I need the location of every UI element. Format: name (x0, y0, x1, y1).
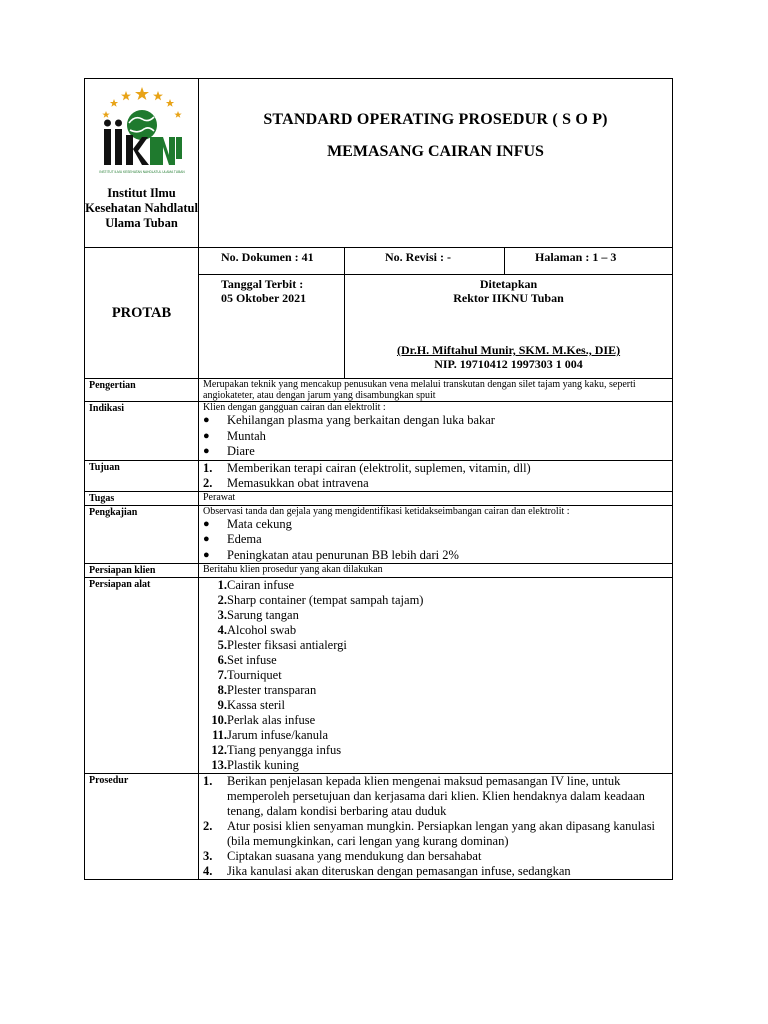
pengkajian-list (203, 517, 668, 564)
content-persiapan-klien: Beritahu klien prosedur yang akan dilakukan (199, 564, 673, 578)
iiknu-logo-icon (96, 85, 188, 177)
sop-document (84, 78, 672, 880)
row-persiapan-alat (85, 578, 673, 774)
list-item: 1. Memberikan terapi cairan (elektrolit, suplemen, vitamin, dll) (203, 460, 531, 475)
list-item: 6. Set infuse (217, 653, 277, 667)
row-pengertian (85, 379, 673, 402)
label-tujuan: Tujuan (85, 460, 199, 491)
label-prosedur: Prosedur (85, 774, 199, 880)
list-item: 8. Plester transparan (217, 683, 317, 697)
signatory-name: (Dr.H. Miftahul Munir, SKM. M.Kes., DIE) (396, 343, 621, 357)
content-tugas: Perawat (199, 491, 673, 505)
doc-number: No. Dokumen : 41 (199, 248, 345, 275)
header-row (85, 79, 673, 248)
sop-table (84, 78, 673, 880)
document-subtitle: MEMASANG CAIRAN INFUS (327, 143, 544, 160)
label-persiapan-klien: Persiapan klien (85, 564, 199, 578)
list-item: 12. Tiang penyangga infus (211, 743, 342, 757)
institution-name: Institut Ilmu Kesehatan Nahdlatul Ulama Tuban (85, 186, 198, 230)
approval-cell (345, 275, 673, 379)
protab-label: PROTAB (85, 248, 199, 379)
established-label: Ditetapkan (479, 277, 538, 291)
tujuan-list (203, 461, 668, 491)
list-item: 7. Tourniquet (217, 668, 282, 682)
list-item: ● Muntah (203, 428, 266, 443)
list-item: ● Peningkatan atau penurunan BB lebih dari 2% (203, 547, 459, 562)
page-number: Halaman : 1 – 3 (505, 248, 673, 275)
issue-date-label: Tanggal Terbit : (221, 277, 304, 291)
title-cell (199, 79, 673, 248)
meta-row-1 (85, 248, 673, 275)
row-tujuan (85, 460, 673, 491)
issue-date-cell (199, 275, 345, 379)
list-item: 3. Ciptakan suasana yang mendukung dan bersahabat (203, 849, 482, 863)
list-item: 10. Perlak alas infuse (211, 713, 316, 727)
row-tugas (85, 491, 673, 505)
row-persiapan-klien (85, 564, 673, 578)
list-item: 3. Sarung tangan (217, 608, 299, 622)
alat-list (203, 578, 668, 773)
label-tugas: Tugas (85, 491, 199, 505)
label-persiapan-alat: Persiapan alat (85, 578, 199, 774)
list-item: 1. Berikan penjelasan kepada klien mengenai maksud pemasangan IV line, untuk memperoleh persetujuan dan kerjasama dari klien. Klien hendaknya dalam keadaan tenang, dalam kondisi berbaring atau duduk (203, 774, 645, 818)
prosedur-list (203, 774, 668, 879)
issue-date-value: 05 Oktober 2021 (221, 291, 307, 305)
list-item: 2. Atur posisi klien senyaman mungkin. Persiapkan lengan yang akan dipasang kanulasi (bila memungkinkan, cari lengan yang kurang dominan) (203, 819, 656, 848)
pengkajian-intro: Observasi tanda dan gejala yang mengidentifikasi ketidakseimbangan cairan dan elektrolit : (203, 505, 570, 517)
label-pengertian: Pengertian (85, 379, 199, 402)
iiknu-logo (85, 85, 198, 182)
list-item: 5. Plester fiksasi antialergi (217, 638, 347, 652)
list-item: 4. Jika kanulasi akan diteruskan dengan pemasangan infuse, sedangkan (203, 864, 571, 878)
list-item: 2. Memasukkan obat intravena (203, 475, 369, 490)
content-pengertian: Merupakan teknik yang mencakup penusukan vena melalui transkutan dengan silet tajam yang kaku, seperti angiokateter, atau dengan jarum yang disambungkan spuit (199, 379, 673, 402)
row-prosedur (85, 774, 673, 880)
list-item: 1. Cairan infuse (217, 578, 294, 592)
list-item: 9. Kassa steril (217, 698, 285, 712)
list-item: 11. Jarum infuse/kanula (212, 728, 329, 742)
list-item: ● Kehilangan plasma yang berkaitan dengan luka bakar (203, 413, 495, 427)
content-indikasi (199, 402, 673, 461)
revision-number: No. Revisi : - (345, 248, 505, 275)
list-item: ● Diare (203, 444, 255, 458)
list-item: 2. Sharp container (tempat sampah tajam) (217, 593, 424, 607)
content-pengkajian (199, 505, 673, 564)
content-persiapan-alat (199, 578, 673, 774)
svg-text:INSTITUT ILMU KESEHATAN NAHDLA: INSTITUT ILMU KESEHATAN NAHDLATUL ULAMA TUBAN (98, 170, 185, 174)
list-item: ● Mata cekung (203, 516, 292, 531)
document-title: STANDARD OPERATING PROSEDUR ( S O P) (263, 111, 608, 128)
list-item: ● Edema (203, 532, 262, 546)
indikasi-list (203, 413, 668, 460)
label-pengkajian: Pengkajian (85, 505, 199, 564)
label-indikasi: Indikasi (85, 402, 199, 461)
logo-cell (85, 79, 199, 248)
rector-title: Rektor IIKNU Tuban (453, 291, 564, 305)
indikasi-intro: Klien dengan gangguan cairan dan elektrolit : (203, 402, 386, 413)
content-tujuan (199, 460, 673, 491)
row-indikasi (85, 402, 673, 461)
list-item: 13. Plastik kuning (211, 758, 299, 772)
list-item: 4. Alcohol swab (217, 623, 297, 637)
content-prosedur (199, 774, 673, 880)
row-pengkajian (85, 505, 673, 564)
signatory-nip: NIP. 19710412 1997303 1 004 (434, 357, 583, 371)
